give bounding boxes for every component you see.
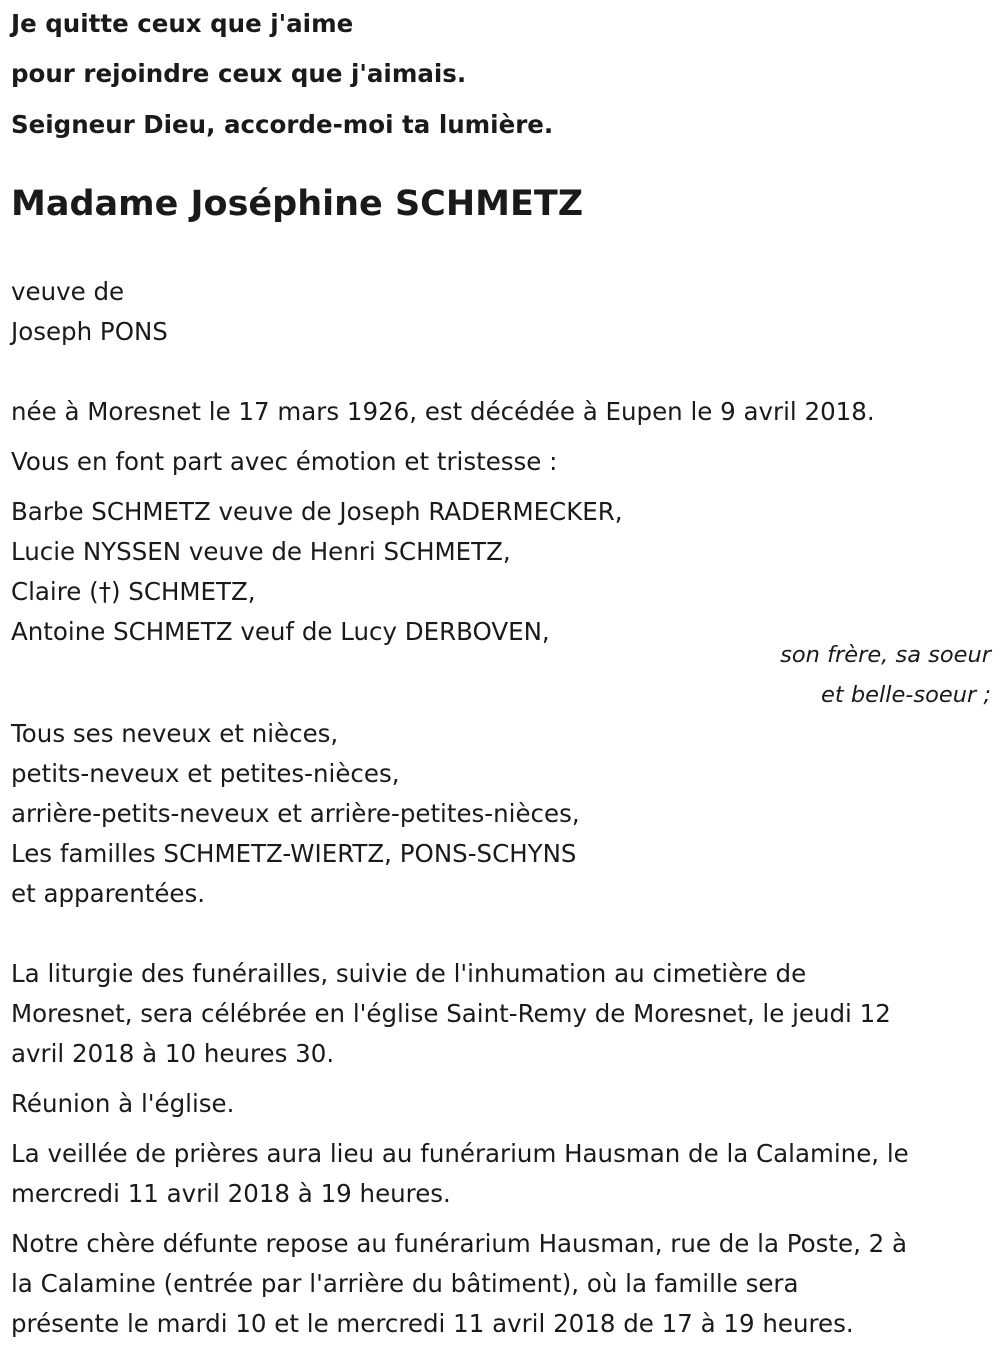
repose-line: la Calamine (entrée par l'arrière du bâtiment), où la famille sera <box>11 1269 799 1298</box>
family-member: Antoine SCHMETZ veuf de Lucy DERBOVEN, <box>11 617 550 646</box>
extended-family-line: arrière-petits-neveux et arrière-petites-nièces, <box>11 799 580 828</box>
extended-family-line: Tous ses neveux et nièces, <box>11 719 339 748</box>
verse-line: Je quitte ceux que j'aime <box>11 9 354 38</box>
family-relation: son frère, sa soeur <box>780 642 991 668</box>
verse-line: pour rejoindre ceux que j'aimais. <box>11 59 467 88</box>
ceremony-line: La liturgie des funérailles, suivie de l'inhumation au cimetière de <box>11 959 807 988</box>
deceased-name: Madame Joséphine SCHMETZ <box>11 184 584 224</box>
vigil-line: La veillée de prières aura lieu au funérarium Hausman de la Calamine, le <box>11 1139 909 1168</box>
spouse-name: Joseph PONS <box>11 317 168 346</box>
ceremony-line: Moresnet, sera célébrée en l'église Saint-Remy de Moresnet, le jeudi 12 <box>11 999 891 1028</box>
family-member: Claire (†) SCHMETZ, <box>11 577 256 606</box>
announcement-intro: Vous en font part avec émotion et tristesse : <box>11 447 558 476</box>
ceremony-line: avril 2018 à 10 heures 30. <box>11 1039 335 1068</box>
extended-family-line: et apparentées. <box>11 879 206 908</box>
family-relation: et belle-soeur ; <box>821 682 991 708</box>
extended-family-line: Les familles SCHMETZ-WIERTZ, PONS-SCHYNS <box>11 839 577 868</box>
repose-line: Notre chère défunte repose au funérarium Hausman, rue de la Poste, 2 à <box>11 1229 908 1258</box>
birth-death-statement: née à Moresnet le 17 mars 1926, est décédée à Eupen le 9 avril 2018. <box>11 397 875 426</box>
meeting-info: Réunion à l'église. <box>11 1089 235 1118</box>
repose-line: présente le mardi 10 et le mercredi 11 avril 2018 de 17 à 19 heures. <box>11 1309 854 1338</box>
family-member: Lucie NYSSEN veuve de Henri SCHMETZ, <box>11 537 511 566</box>
family-member: Barbe SCHMETZ veuve de Joseph RADERMECKER, <box>11 497 623 526</box>
extended-family-line: petits-neveux et petites-nièces, <box>11 759 400 788</box>
widow-of-label: veuve de <box>11 277 125 306</box>
vigil-line: mercredi 11 avril 2018 à 19 heures. <box>11 1179 451 1208</box>
verse-line: Seigneur Dieu, accorde-moi ta lumière. <box>11 110 554 139</box>
obituary-notice <box>11 0 991 1358</box>
